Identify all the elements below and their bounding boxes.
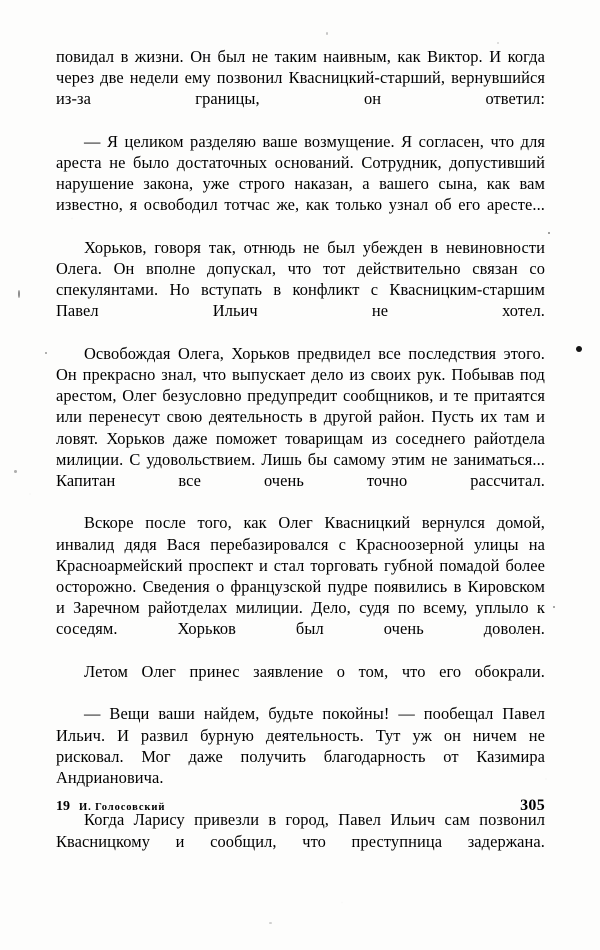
- page-text-column: [56, 46, 545, 873]
- paragraph: Вскоре после того, как Олег Квасницкий вернулся домой, инвалид дядя Вася перебазировался с Красноозерной улицы на Красноармейский проспект и стал торговать губной помадой более осторожно. Сведения о французской пудре появились в Кировском и Заречном райотделах милиции. Дело, судя по всему, уплыло к соседям. Хорьков был очень доволен.: [56, 513, 545, 639]
- paragraph: Летом Олег принес заявление о том, что его обокрали.: [84, 661, 545, 681]
- page-footer: [56, 797, 545, 815]
- scan-speck: [548, 232, 550, 234]
- scan-speck: [14, 470, 17, 473]
- ink-blot-artifact: [576, 346, 582, 352]
- signature-number: 19: [56, 799, 70, 814]
- footer-signature: [56, 799, 165, 815]
- paragraph: повидал в жизни. Он был не таким наивным, как Виктор. И когда через две недели ему позвонил Квасницкий-старший, вернувшийся из-за границы, он ответил:: [56, 47, 545, 109]
- scan-speck: [553, 606, 555, 608]
- paragraph: Хорьков, говоря так, отнюдь не был убежден в невиновности Олега. Он вполне допускал, что тот действительно связан со спекулянтами. Но вступать в конфликт с Квасницким-старшим Павел Ильич не хотел.: [56, 237, 545, 321]
- paragraph: Когда Ларису привезли в город, Павел Ильич сам позвонил Квасницкому и сообщил, что преступница задержана.: [56, 810, 545, 851]
- paragraph: Освобождая Олега, Хорьков предвидел все последствия этого. Он прекрасно знал, что выпускает дело из своих рук. Побывав под арестом, Олег безусловно предупредит сообщников, и те притаятся или перенесут свою деятельность в другой район. Пусть их там и ловят. Хорьков даже поможет товарищам из соседнего райотдела милиции. С удовольствием. Лишь бы самому этим не заниматься... Капитан все очень точно рассчитал.: [56, 343, 545, 491]
- running-author-name: И. Голосовский: [79, 802, 166, 813]
- scan-speck: [497, 42, 499, 44]
- paragraph: — Я целиком разделяю ваше возмущение. Я согласен, что для ареста не было достаточных оснований. Сотрудник, допустивший нарушение закона, уже строго наказан, а вашего сына, как вам известно, я освободил тотчас же, как только узнал об его аресте...: [56, 131, 545, 215]
- scan-speck: [269, 922, 272, 924]
- scan-speck: [326, 32, 328, 35]
- scan-speck: [45, 352, 47, 354]
- paragraph: — Вещи ваши найдем, будьте покойны! — пообещал Павел Ильич. И развил бурную деятельность. Тут уж он ничем не рисковал. Мог даже получить благодарность от Казимира Андриановича.: [56, 704, 545, 787]
- page-number: 305: [520, 797, 545, 814]
- scan-speck: [18, 290, 20, 298]
